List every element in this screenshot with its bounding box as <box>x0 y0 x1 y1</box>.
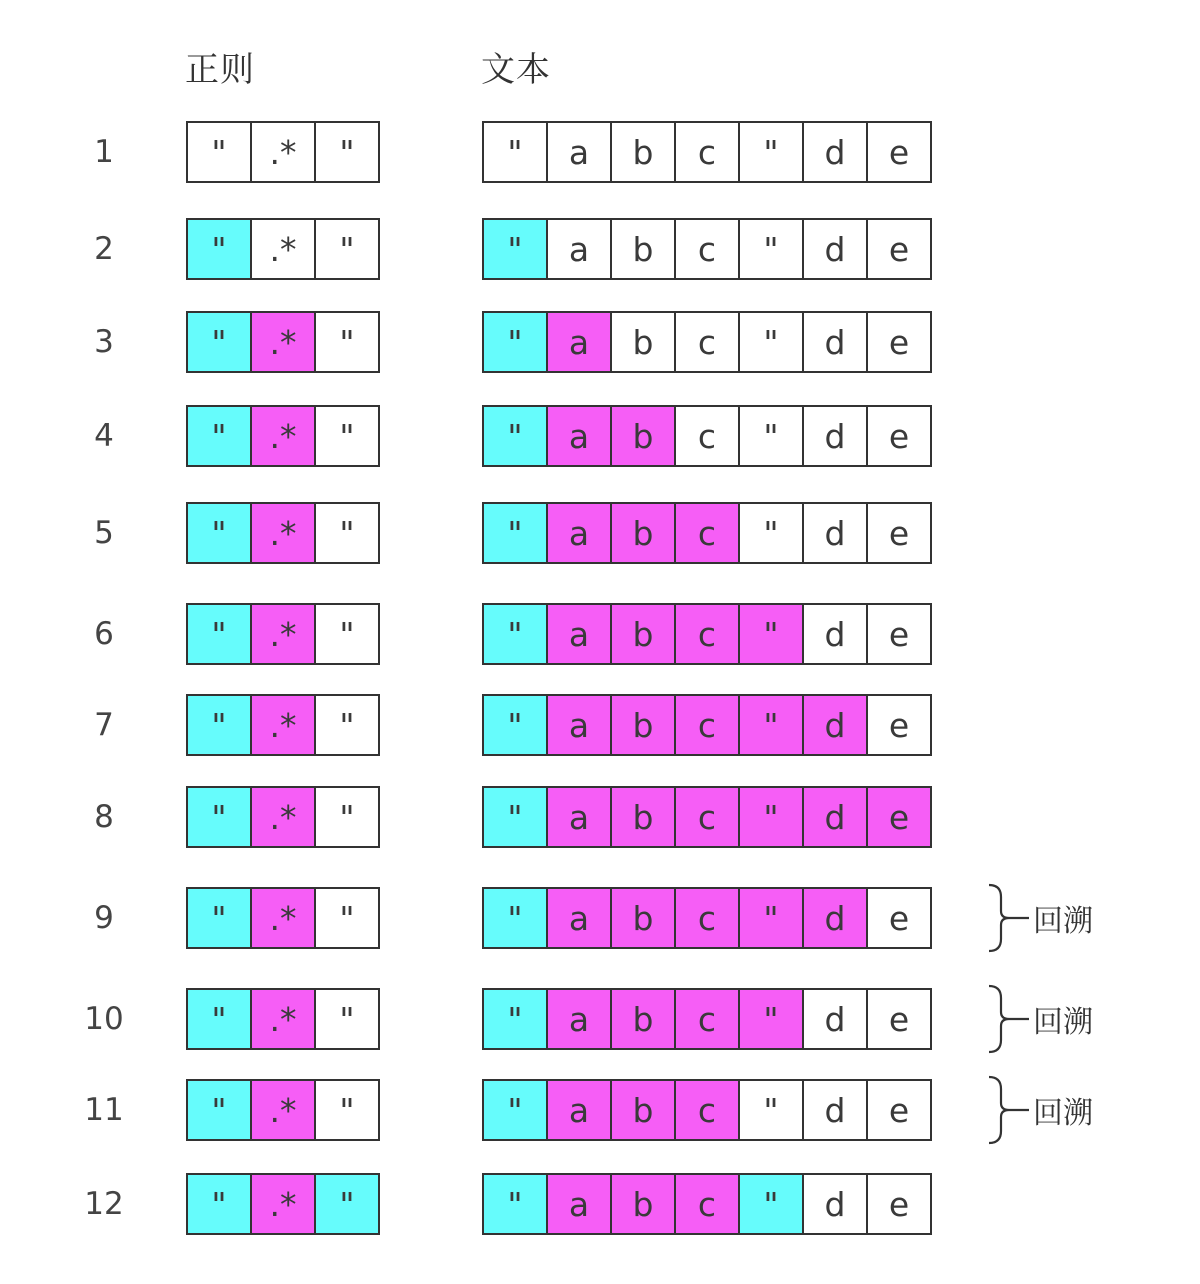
step-row <box>0 121 1200 183</box>
text-char-cell-label: " <box>507 614 523 654</box>
text-char-cell <box>868 220 930 278</box>
regex-token-cell <box>188 407 252 465</box>
regex-token-cell-label: " <box>339 614 355 654</box>
regex-pattern-strip <box>186 988 380 1050</box>
regex-token-cell <box>316 123 378 181</box>
text-char-cell-label: d <box>824 132 846 172</box>
text-char-cell-label: " <box>763 999 779 1039</box>
text-input-strip <box>482 502 932 564</box>
text-char-cell-label: b <box>632 797 654 837</box>
text-char-cell <box>868 1081 930 1139</box>
backtrack-label: 回溯 <box>1033 1005 1093 1040</box>
text-char-cell <box>804 123 868 181</box>
text-char-cell-label: " <box>507 416 523 456</box>
text-input-strip <box>482 694 932 756</box>
text-char-cell-label: " <box>763 1184 779 1224</box>
text-char-cell-label: b <box>632 229 654 269</box>
regex-token-cell-label: " <box>211 898 227 938</box>
text-char-cell <box>676 313 740 371</box>
text-char-cell-label: e <box>888 416 910 456</box>
text-char-cell <box>676 788 740 846</box>
text-input-strip <box>482 405 932 467</box>
text-char-cell-label: a <box>568 132 590 172</box>
text-char-cell <box>804 407 868 465</box>
regex-token-cell <box>316 788 378 846</box>
text-char-cell-label: e <box>888 614 910 654</box>
backtrack-annotation <box>985 984 1093 1054</box>
text-char-cell-label: " <box>763 614 779 654</box>
text-char-cell <box>548 123 612 181</box>
text-char-cell-label: d <box>824 999 846 1039</box>
text-char-cell <box>484 889 548 947</box>
text-char-cell <box>804 1081 868 1139</box>
text-char-cell <box>612 220 676 278</box>
regex-token-cell <box>316 407 378 465</box>
step-number: 5 <box>94 515 114 551</box>
text-char-cell <box>612 313 676 371</box>
text-char-cell <box>804 990 868 1048</box>
text-char-cell <box>740 788 804 846</box>
text-char-cell <box>868 313 930 371</box>
backtrack-label: 回溯 <box>1033 1096 1093 1131</box>
text-char-cell-label: c <box>697 322 717 362</box>
text-char-cell <box>612 788 676 846</box>
regex-token-cell <box>316 605 378 663</box>
text-char-cell <box>484 220 548 278</box>
step-number: 4 <box>94 418 114 454</box>
text-char-cell <box>868 889 930 947</box>
regex-token-cell-label: " <box>339 1090 355 1130</box>
text-char-cell-label: " <box>763 416 779 456</box>
text-char-cell-label: c <box>697 229 717 269</box>
text-char-cell-label: " <box>507 132 523 172</box>
text-char-cell-label: e <box>888 1184 910 1224</box>
regex-pattern-strip <box>186 311 380 373</box>
regex-token-cell-label: " <box>211 1090 227 1130</box>
text-char-cell <box>740 220 804 278</box>
text-char-cell-label: " <box>507 229 523 269</box>
regex-token-cell-label: " <box>211 416 227 456</box>
text-char-cell <box>612 407 676 465</box>
regex-token-cell <box>316 504 378 562</box>
text-char-cell-label: d <box>824 322 846 362</box>
text-char-cell-label: a <box>568 797 590 837</box>
text-input-strip <box>482 988 932 1050</box>
text-char-cell <box>740 696 804 754</box>
regex-token-cell-label: " <box>339 229 355 269</box>
regex-pattern-strip <box>186 1079 380 1141</box>
regex-token-cell <box>188 889 252 947</box>
text-char-cell <box>676 220 740 278</box>
text-char-cell <box>740 1175 804 1233</box>
regex-token-cell-label: .* <box>269 797 297 837</box>
text-char-cell-label: " <box>507 898 523 938</box>
text-input-strip <box>482 603 932 665</box>
text-char-cell-label: e <box>888 1090 910 1130</box>
step-number: 2 <box>94 231 114 267</box>
regex-token-cell-label: .* <box>269 229 297 269</box>
backtrack-annotation <box>985 883 1093 953</box>
step-number: 10 <box>84 1001 124 1037</box>
text-char-cell-label: b <box>632 132 654 172</box>
regex-token-cell-label: " <box>339 797 355 837</box>
text-char-cell-label: d <box>824 705 846 745</box>
step-number: 9 <box>94 900 114 936</box>
regex-token-cell-label: " <box>339 999 355 1039</box>
regex-token-cell <box>188 220 252 278</box>
regex-token-cell <box>252 220 316 278</box>
text-char-cell-label: c <box>697 898 717 938</box>
regex-token-cell <box>252 313 316 371</box>
regex-token-cell-label: " <box>339 705 355 745</box>
text-char-cell <box>484 313 548 371</box>
step-number: 7 <box>94 707 114 743</box>
regex-token-cell-label: " <box>339 322 355 362</box>
regex-token-cell <box>316 1175 378 1233</box>
regex-token-cell-label: .* <box>269 999 297 1039</box>
text-char-cell <box>612 1081 676 1139</box>
regex-pattern-strip <box>186 887 380 949</box>
regex-token-cell <box>316 889 378 947</box>
text-char-cell <box>484 407 548 465</box>
text-char-cell-label: c <box>697 1090 717 1130</box>
text-char-cell <box>868 788 930 846</box>
regex-pattern-strip <box>186 121 380 183</box>
text-char-cell <box>868 123 930 181</box>
step-number: 8 <box>94 799 114 835</box>
regex-token-cell-label: " <box>211 705 227 745</box>
regex-token-cell <box>188 313 252 371</box>
text-char-cell <box>548 504 612 562</box>
text-char-cell-label: c <box>697 132 717 172</box>
text-input-strip <box>482 311 932 373</box>
regex-token-cell-label: .* <box>269 513 297 553</box>
regex-token-cell-label: " <box>211 229 227 269</box>
regex-token-cell-label: .* <box>269 1090 297 1130</box>
text-char-cell <box>868 1175 930 1233</box>
text-char-cell <box>548 220 612 278</box>
text-char-cell-label: a <box>568 1090 590 1130</box>
text-char-cell <box>868 504 930 562</box>
text-char-cell-label: " <box>763 705 779 745</box>
text-char-cell-label: b <box>632 1184 654 1224</box>
text-char-cell <box>676 1175 740 1233</box>
text-char-cell-label: d <box>824 1184 846 1224</box>
text-char-cell-label: c <box>697 416 717 456</box>
text-char-cell <box>676 696 740 754</box>
text-char-cell <box>868 990 930 1048</box>
text-char-cell-label: e <box>888 705 910 745</box>
text-char-cell-label: b <box>632 999 654 1039</box>
text-char-cell-label: " <box>507 322 523 362</box>
text-char-cell-label: c <box>697 614 717 654</box>
text-char-cell-label: " <box>507 1184 523 1224</box>
step-row <box>0 1079 1200 1141</box>
text-char-cell-label: d <box>824 416 846 456</box>
regex-token-cell <box>188 605 252 663</box>
text-char-cell <box>804 220 868 278</box>
text-char-cell <box>868 407 930 465</box>
text-char-cell-label: a <box>568 1184 590 1224</box>
text-char-cell <box>484 990 548 1048</box>
text-char-cell-label: d <box>824 513 846 553</box>
text-char-cell-label: a <box>568 513 590 553</box>
text-char-cell <box>868 696 930 754</box>
regex-token-cell <box>188 123 252 181</box>
step-number: 6 <box>94 616 114 652</box>
regex-token-cell <box>252 605 316 663</box>
regex-token-cell <box>252 788 316 846</box>
text-char-cell <box>804 788 868 846</box>
regex-token-cell <box>316 990 378 1048</box>
text-char-cell <box>612 504 676 562</box>
step-number: 3 <box>94 324 114 360</box>
text-char-cell <box>484 1175 548 1233</box>
text-char-cell-label: e <box>888 898 910 938</box>
regex-token-cell <box>188 990 252 1048</box>
text-char-cell-label: d <box>824 797 846 837</box>
text-char-cell-label: c <box>697 797 717 837</box>
regex-token-cell-label: " <box>339 513 355 553</box>
regex-pattern-strip <box>186 603 380 665</box>
regex-token-cell-label: .* <box>269 614 297 654</box>
text-char-cell <box>804 504 868 562</box>
text-char-cell-label: b <box>632 614 654 654</box>
text-char-cell <box>804 696 868 754</box>
backtrack-annotation <box>985 1075 1093 1145</box>
text-char-cell <box>548 696 612 754</box>
text-char-cell <box>676 889 740 947</box>
text-char-cell-label: e <box>888 132 910 172</box>
regex-token-cell <box>188 1081 252 1139</box>
text-input-strip <box>482 1173 932 1235</box>
step-number: 12 <box>84 1186 124 1222</box>
text-char-cell <box>548 1175 612 1233</box>
regex-token-cell-label: .* <box>269 1184 297 1224</box>
text-char-cell-label: b <box>632 513 654 553</box>
text-char-cell-label: " <box>763 797 779 837</box>
text-char-cell-label: b <box>632 322 654 362</box>
text-char-cell-label: " <box>763 1090 779 1130</box>
regex-token-cell-label: .* <box>269 322 297 362</box>
text-column-header: 文本 <box>481 50 551 90</box>
backtrack-label: 回溯 <box>1033 904 1093 939</box>
regex-token-cell <box>252 990 316 1048</box>
step-row <box>0 887 1200 949</box>
text-char-cell <box>484 788 548 846</box>
regex-token-cell-label: .* <box>269 416 297 456</box>
curly-brace-icon <box>985 1075 1031 1145</box>
text-char-cell-label: e <box>888 513 910 553</box>
step-row <box>0 603 1200 665</box>
text-char-cell <box>484 1081 548 1139</box>
regex-token-cell-label: .* <box>269 898 297 938</box>
text-char-cell-label: e <box>888 797 910 837</box>
text-char-cell <box>676 504 740 562</box>
text-char-cell-label: a <box>568 705 590 745</box>
step-row <box>0 311 1200 373</box>
text-char-cell <box>612 696 676 754</box>
text-char-cell <box>612 889 676 947</box>
text-input-strip <box>482 887 932 949</box>
text-char-cell-label: b <box>632 898 654 938</box>
text-char-cell-label: a <box>568 322 590 362</box>
step-row <box>0 1173 1200 1235</box>
regex-token-cell-label: " <box>211 513 227 553</box>
text-char-cell-label: b <box>632 1090 654 1130</box>
text-char-cell-label: a <box>568 999 590 1039</box>
regex-token-cell-label: " <box>339 416 355 456</box>
text-char-cell <box>612 123 676 181</box>
regex-token-cell <box>252 889 316 947</box>
text-char-cell-label: c <box>697 705 717 745</box>
text-char-cell <box>548 313 612 371</box>
text-char-cell <box>548 889 612 947</box>
text-char-cell <box>484 504 548 562</box>
text-char-cell <box>740 889 804 947</box>
regex-pattern-strip <box>186 694 380 756</box>
regex-pattern-strip <box>186 502 380 564</box>
text-char-cell <box>740 605 804 663</box>
text-char-cell-label: " <box>507 1090 523 1130</box>
regex-token-cell <box>188 788 252 846</box>
text-char-cell-label: e <box>888 229 910 269</box>
text-input-strip <box>482 121 932 183</box>
regex-token-cell <box>316 313 378 371</box>
text-char-cell-label: c <box>697 513 717 553</box>
regex-token-cell <box>316 220 378 278</box>
regex-token-cell-label: " <box>211 999 227 1039</box>
text-char-cell-label: c <box>697 1184 717 1224</box>
step-row <box>0 988 1200 1050</box>
text-char-cell <box>676 407 740 465</box>
text-char-cell-label: d <box>824 614 846 654</box>
regex-token-cell-label: " <box>211 132 227 172</box>
text-char-cell <box>740 313 804 371</box>
regex-token-cell <box>252 123 316 181</box>
text-char-cell-label: c <box>697 999 717 1039</box>
regex-token-cell <box>188 504 252 562</box>
regex-token-cell-label: " <box>339 898 355 938</box>
text-char-cell-label: " <box>763 132 779 172</box>
text-char-cell <box>612 990 676 1048</box>
text-char-cell-label: " <box>763 898 779 938</box>
regex-column-header: 正则 <box>185 50 255 90</box>
text-char-cell-label: b <box>632 705 654 745</box>
regex-pattern-strip <box>186 1173 380 1235</box>
text-char-cell <box>612 1175 676 1233</box>
regex-token-cell <box>316 696 378 754</box>
text-input-strip <box>482 786 932 848</box>
text-char-cell-label: e <box>888 999 910 1039</box>
text-char-cell-label: a <box>568 614 590 654</box>
curly-brace-icon <box>985 883 1031 953</box>
regex-token-cell-label: .* <box>269 705 297 745</box>
text-char-cell <box>740 504 804 562</box>
text-char-cell <box>484 696 548 754</box>
text-char-cell <box>740 1081 804 1139</box>
text-char-cell <box>676 123 740 181</box>
text-char-cell-label: " <box>763 322 779 362</box>
text-char-cell <box>676 1081 740 1139</box>
regex-token-cell-label: " <box>339 1184 355 1224</box>
regex-token-cell-label: " <box>211 322 227 362</box>
step-row <box>0 218 1200 280</box>
text-char-cell <box>548 788 612 846</box>
step-row <box>0 405 1200 467</box>
regex-token-cell-label: " <box>211 1184 227 1224</box>
text-char-cell-label: b <box>632 416 654 456</box>
text-char-cell-label: d <box>824 229 846 269</box>
text-char-cell <box>612 605 676 663</box>
text-char-cell <box>740 407 804 465</box>
regex-token-cell <box>252 1081 316 1139</box>
text-char-cell-label: d <box>824 898 846 938</box>
text-input-strip <box>482 218 932 280</box>
regex-token-cell <box>252 1175 316 1233</box>
text-char-cell-label: a <box>568 898 590 938</box>
text-char-cell-label: " <box>507 705 523 745</box>
text-char-cell-label: a <box>568 416 590 456</box>
regex-pattern-strip <box>186 405 380 467</box>
curly-brace-icon <box>985 984 1031 1054</box>
text-char-cell-label: a <box>568 229 590 269</box>
text-char-cell-label: e <box>888 322 910 362</box>
regex-token-cell <box>188 696 252 754</box>
regex-pattern-strip <box>186 218 380 280</box>
regex-token-cell-label: .* <box>269 132 297 172</box>
regex-token-cell <box>252 504 316 562</box>
step-number: 1 <box>94 134 114 170</box>
regex-token-cell <box>252 407 316 465</box>
regex-pattern-strip <box>186 786 380 848</box>
text-char-cell <box>740 990 804 1048</box>
text-char-cell <box>804 889 868 947</box>
text-char-cell-label: " <box>763 229 779 269</box>
text-char-cell <box>548 605 612 663</box>
text-input-strip <box>482 1079 932 1141</box>
text-char-cell <box>548 990 612 1048</box>
step-row <box>0 786 1200 848</box>
text-char-cell-label: " <box>507 513 523 553</box>
text-char-cell-label: d <box>824 1090 846 1130</box>
text-char-cell <box>548 1081 612 1139</box>
text-char-cell-label: " <box>507 797 523 837</box>
regex-token-cell-label: " <box>339 132 355 172</box>
text-char-cell <box>804 1175 868 1233</box>
text-char-cell <box>548 407 612 465</box>
text-char-cell <box>804 313 868 371</box>
text-char-cell <box>804 605 868 663</box>
text-char-cell <box>484 123 548 181</box>
regex-token-cell-label: " <box>211 797 227 837</box>
regex-token-cell <box>188 1175 252 1233</box>
text-char-cell <box>868 605 930 663</box>
regex-token-cell <box>252 696 316 754</box>
text-char-cell <box>676 990 740 1048</box>
regex-token-cell <box>316 1081 378 1139</box>
step-row <box>0 502 1200 564</box>
regex-token-cell-label: " <box>211 614 227 654</box>
text-char-cell <box>676 605 740 663</box>
step-number: 11 <box>84 1092 124 1128</box>
text-char-cell-label: " <box>507 999 523 1039</box>
text-char-cell-label: " <box>763 513 779 553</box>
step-row <box>0 694 1200 756</box>
text-char-cell <box>484 605 548 663</box>
text-char-cell <box>740 123 804 181</box>
